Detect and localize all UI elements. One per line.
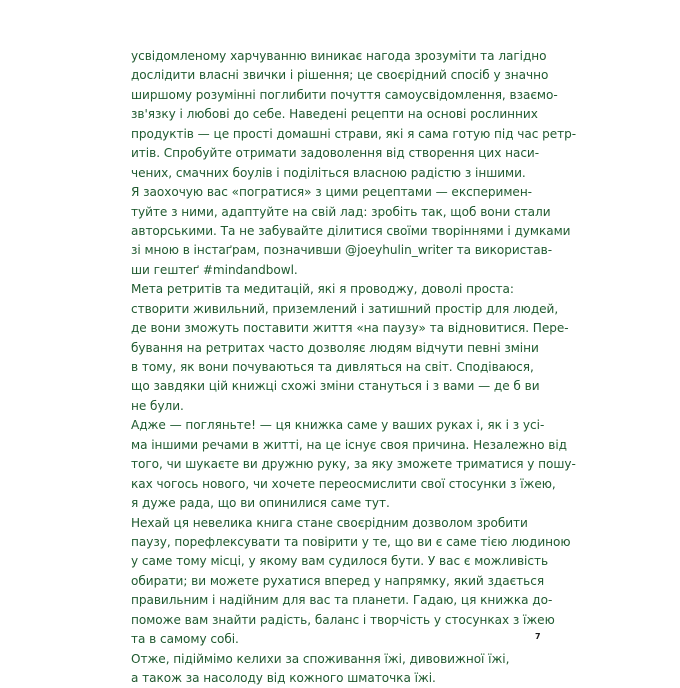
text-line: Адже — погляньте! — ця книжка саме у ваших руках і, як і з усі- (131, 418, 545, 433)
text-line: що завдяки цій книжці схожі зміни станутьcя і з вами — де б ви (131, 379, 540, 394)
text-line: усвідомленому харчуванню виникає нагода зрозуміти та лагідно (131, 49, 547, 63)
text-line: ши гештеґ #mindandbowl. (131, 262, 298, 277)
body-text (131, 47, 577, 688)
text-line: бування на ретритах часто дозволяє людям відчути певні зміни (131, 340, 539, 355)
text-line: в тому, як вони почуваються та дивляться на світ. Сподіваюся, (131, 360, 534, 374)
text-line: ках чогось нового, чи хочете переосмислити свої стосунки з їжею, (131, 476, 556, 491)
text-line: не були. (131, 398, 184, 413)
text-line: дослідити власні звички і рішення; це своєрідний спосіб у значно (131, 68, 549, 83)
text-line: а також за насолоду від кожного шматочка їжі. (131, 671, 436, 685)
text-line: створити живильний, приземлений і затишний простір для людей, (131, 301, 559, 316)
page-number: 7 (535, 632, 541, 641)
text-line: того, чи шукаєте ви дружню руку, за яку зможете триматися у пошу- (131, 457, 576, 472)
text-line: Нехай ця невелика книга стане своєрідним дозволом зробити (131, 515, 528, 530)
text-line: Я заохочую вас «погратися» з цими рецептами — експеримен- (131, 185, 532, 200)
text-line: туйте з ними, адаптуйте на свій лад: зробіть так, щоб вони стали (131, 204, 551, 219)
text-line: продуктів — це прості домашні страви, які я сама готую під час ретр- (131, 126, 577, 141)
text-line: поможе вам знайти радість, баланс і творчість у стосунках з їжею (131, 612, 555, 627)
text-line: Отже, підіймімо келихи за споживання їжі, дивовижної їжі, (131, 651, 510, 666)
text-line: паузу, порефлексувати та повірити у те, що ви є саме тією людиною (131, 534, 571, 549)
text-line: де вони зможуть поставити життя «на паузу» та відновитися. Пере- (131, 321, 569, 336)
text-line: зв'язку і любові до себе. Наведені рецепти на основі рослинних (131, 107, 538, 122)
text-line: та в самому собі. (131, 632, 239, 647)
text-line: ма іншими речами в житті, на це існує своя причина. Незалежно від (131, 437, 567, 452)
text-line: авторськими. Та не забувайте ділитися своїми творіннями і думками (131, 223, 571, 238)
text-line: Мета ретритів та медитацій, які я проводжу, доволі проста: (131, 282, 514, 297)
text-line: ширшому розумінні поглибити почуття самоусвідомлення, взаємо- (131, 87, 558, 102)
text-line: у саме тому місці, у якому вам судилося бути. У вас є можливість (131, 554, 549, 569)
text-line: зі мною в інстаґрам, позначивши @joeyhulin_writer та використав- (131, 243, 553, 258)
text-line: чених, смачних боулів і поділіться власною радістю з іншими. (131, 165, 526, 180)
text-line: итів. Спробуйте отримати задоволення від створення цих наси- (131, 146, 540, 161)
text-line: обирати; ви можете рухатися вперед у напрямку, який здається (131, 573, 545, 588)
text-line: правильним і надійним для вас та планети. Гадаю, ця книжка до- (131, 593, 553, 608)
text-line: я дуже рада, що ви опинилися саме тут. (131, 496, 390, 511)
